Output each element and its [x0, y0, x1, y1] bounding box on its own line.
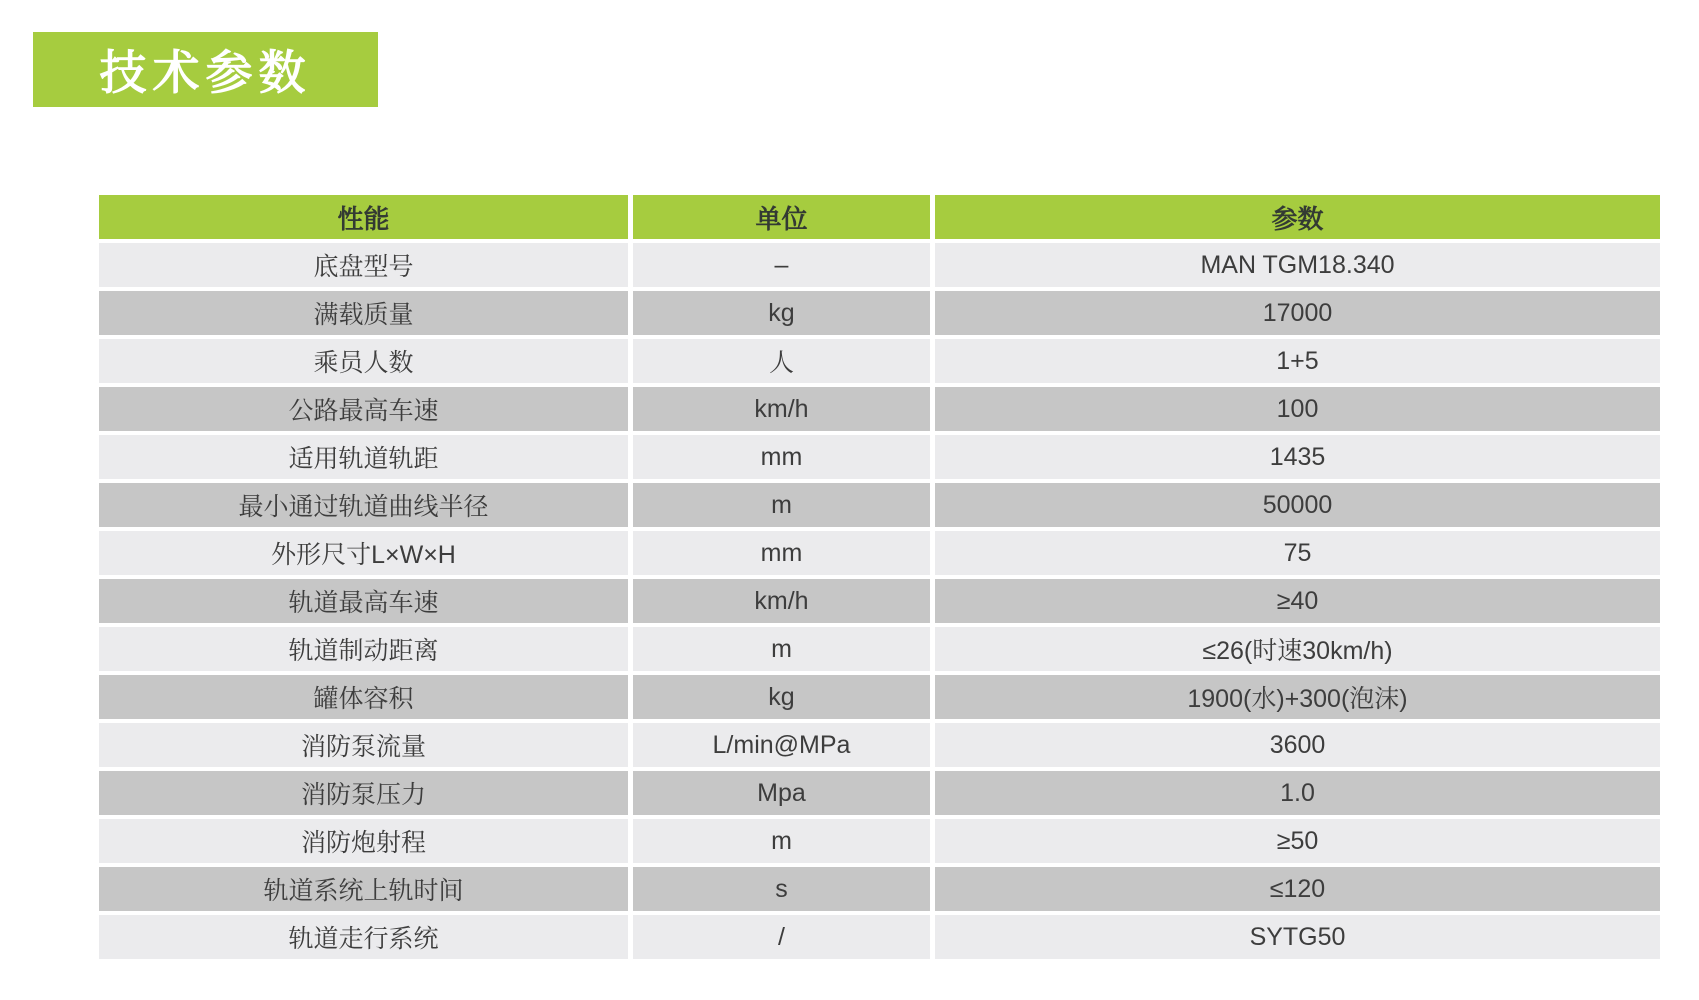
spec-name-cell: 消防泵流量 — [99, 723, 628, 767]
spec-name-cell: 消防炮射程 — [99, 819, 628, 863]
spec-value-cell: 1.0 — [935, 771, 1660, 815]
spec-unit-cell: m — [633, 627, 930, 671]
spec-name-cell: 适用轨道轨距 — [99, 435, 628, 479]
spec-value-cell: ≤120 — [935, 867, 1660, 911]
spec-unit-cell: m — [633, 483, 930, 527]
spec-unit-cell: – — [633, 243, 930, 287]
spec-unit-cell: km/h — [633, 387, 930, 431]
spec-name-cell: 底盘型号 — [99, 243, 628, 287]
spec-name-cell: 罐体容积 — [99, 675, 628, 719]
spec-unit-cell: km/h — [633, 579, 930, 623]
spec-value-cell: 50000 — [935, 483, 1660, 527]
spec-table — [99, 195, 1660, 959]
spec-value-cell: ≥50 — [935, 819, 1660, 863]
spec-name-cell: 轨道走行系统 — [99, 915, 628, 959]
spec-value-cell: MAN TGM18.340 — [935, 243, 1660, 287]
spec-value-cell: ≥40 — [935, 579, 1660, 623]
spec-value-cell: 1+5 — [935, 339, 1660, 383]
spec-name-cell: 公路最高车速 — [99, 387, 628, 431]
column-header-performance: 性能 — [99, 195, 628, 239]
column-header-unit: 单位 — [633, 195, 930, 239]
spec-value-cell: 3600 — [935, 723, 1660, 767]
spec-value-cell: 17000 — [935, 291, 1660, 335]
spec-value-cell: 1435 — [935, 435, 1660, 479]
spec-name-cell: 消防泵压力 — [99, 771, 628, 815]
spec-name-cell: 外形尺寸L×W×H — [99, 531, 628, 575]
spec-unit-cell: m — [633, 819, 930, 863]
spec-name-cell: 轨道最高车速 — [99, 579, 628, 623]
spec-unit-cell: mm — [633, 531, 930, 575]
spec-name-cell: 满载质量 — [99, 291, 628, 335]
spec-value-cell: 75 — [935, 531, 1660, 575]
spec-name-cell: 最小通过轨道曲线半径 — [99, 483, 628, 527]
spec-unit-cell: mm — [633, 435, 930, 479]
spec-value-cell: ≤26(时速30km/h) — [935, 627, 1660, 671]
spec-unit-cell: L/min@MPa — [633, 723, 930, 767]
spec-unit-cell: / — [633, 915, 930, 959]
spec-unit-cell: kg — [633, 675, 930, 719]
spec-name-cell: 乘员人数 — [99, 339, 628, 383]
spec-unit-cell: s — [633, 867, 930, 911]
spec-name-cell: 轨道制动距离 — [99, 627, 628, 671]
spec-value-cell: SYTG50 — [935, 915, 1660, 959]
spec-value-cell: 1900(水)+300(泡沫) — [935, 675, 1660, 719]
column-header-parameter: 参数 — [935, 195, 1660, 239]
spec-name-cell: 轨道系统上轨时间 — [99, 867, 628, 911]
spec-value-cell: 100 — [935, 387, 1660, 431]
page-title: 技术参数 — [33, 32, 378, 107]
spec-unit-cell: 人 — [633, 339, 930, 383]
spec-unit-cell: Mpa — [633, 771, 930, 815]
spec-unit-cell: kg — [633, 291, 930, 335]
